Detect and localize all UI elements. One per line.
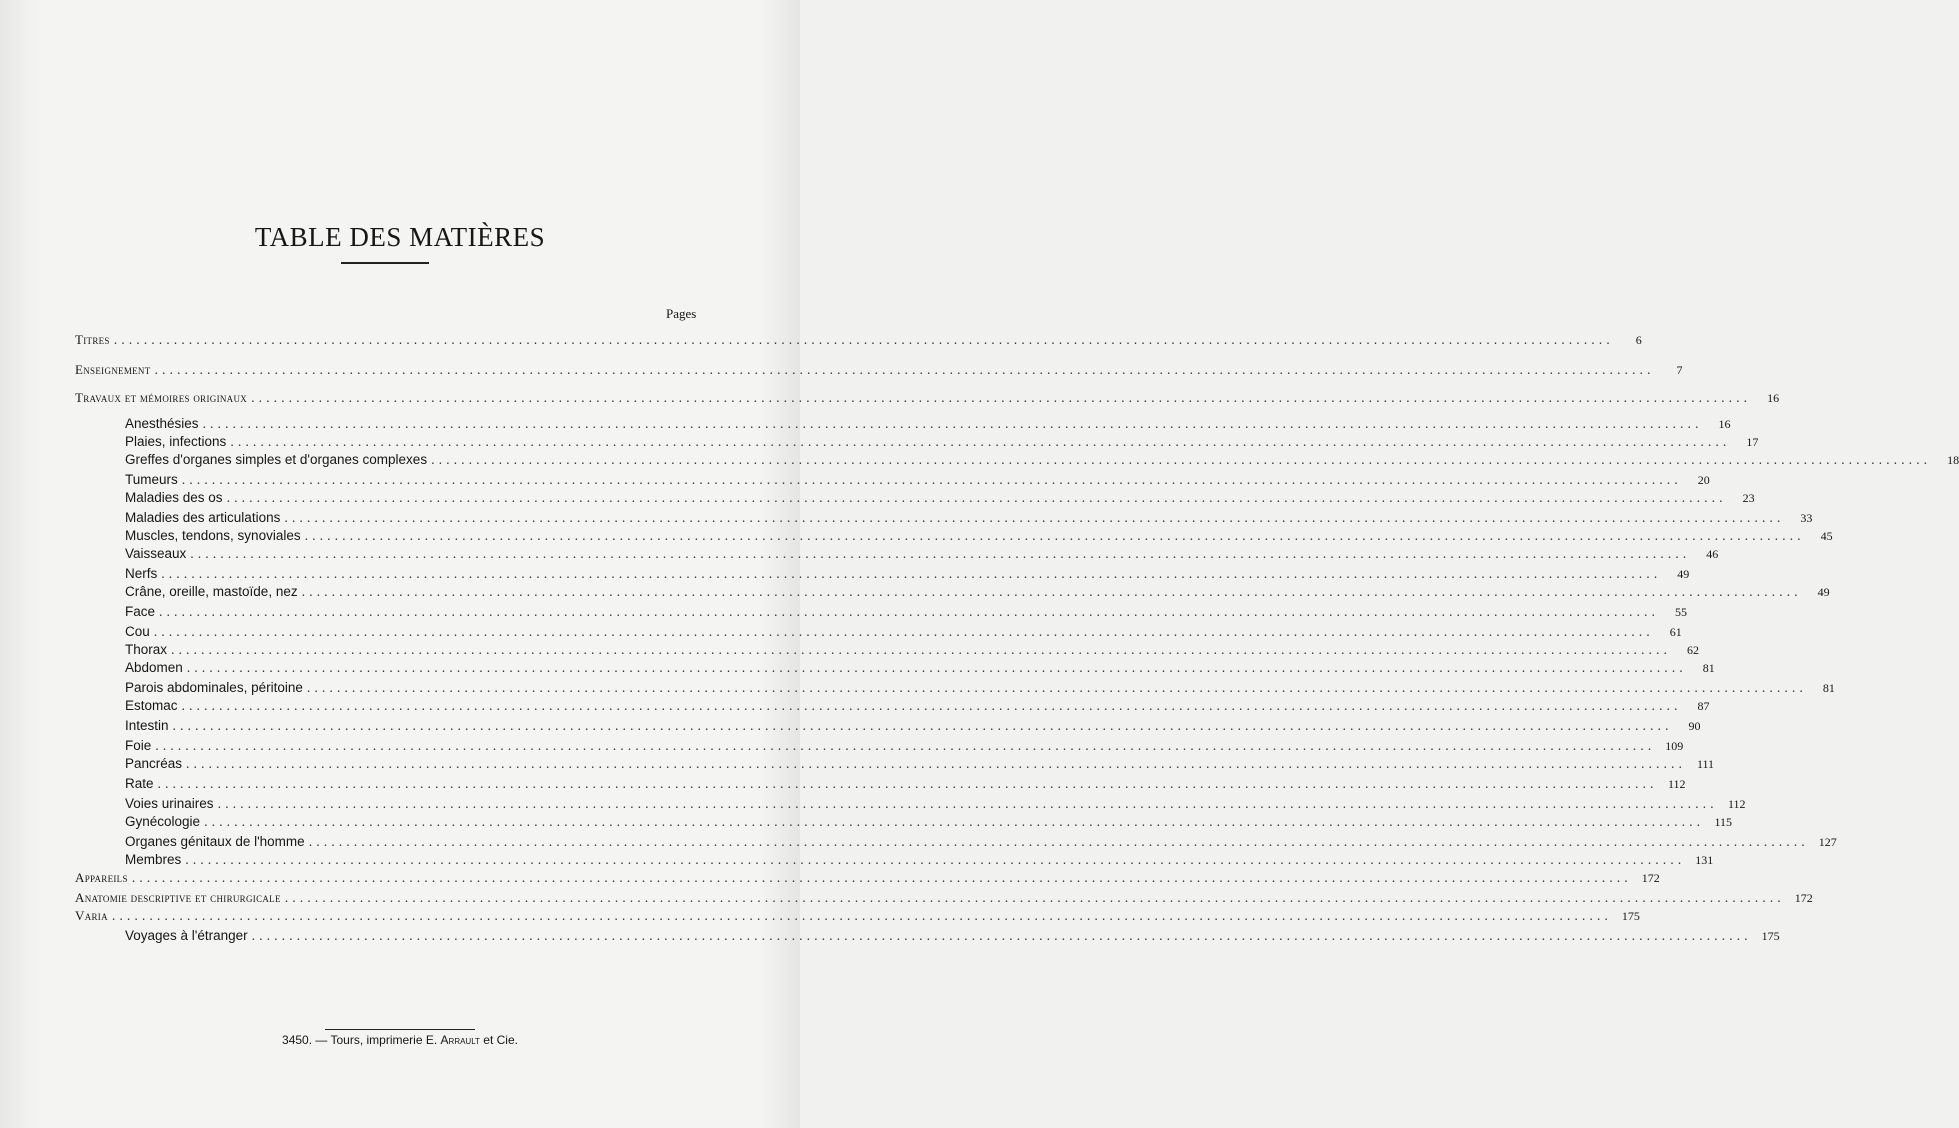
toc-entry-label: Pancréas [125,756,183,771]
toc-entry-page: 18 [1947,453,1959,467]
dot-leader: ........................................................................................................................................................................................................ [284,891,1785,906]
dot-leader: ........................................................................................................................................................................................................ [185,853,1686,868]
dot-leader: ........................................................................................................................................................................................................ [161,567,1662,582]
toc-entry-label: Thorax [125,642,168,657]
toc-entry [75,870,1660,888]
toc-entry-page: 7 [1676,363,1683,377]
toc-entry-page: 172 [1794,891,1813,905]
dot-leader: ........................................................................................................................................................................................................ [251,929,1752,944]
toc-entry-page: 175 [1621,909,1640,923]
dot-leader: ........................................................................................................................................................................................................ [155,739,1656,754]
dot-leader: ........................................................................................................................................................................................................ [217,797,1718,812]
toc-entry-label: Appareils [75,870,128,885]
imprint-suffix: et Cie. [479,1033,518,1047]
dot-leader: ........................................................................................................................................................................................................ [186,661,1687,676]
toc-entry-label: Titres [75,332,110,347]
toc-entry [125,928,1780,946]
toc-entry-page: 46 [1706,547,1719,561]
toc-entry [125,642,1700,660]
toc-entry-label: Gynécologie [125,814,201,829]
toc-entry [75,890,1813,908]
toc-entry-page: 55 [1675,605,1688,619]
toc-entry-label: Vaisseaux [125,546,187,561]
toc-entry [125,776,1686,794]
toc-entry [125,510,1813,528]
dot-leader: ........................................................................................................................................................................................................ [157,777,1658,792]
toc-entry-page: 17 [1746,435,1759,449]
dot-leader: ........................................................................................................................................................................................................ [154,363,1655,378]
dot-leader: ........................................................................................................................................................................................................ [251,391,1752,406]
toc-entry-page: 115 [1714,815,1733,829]
toc-entry [125,852,1714,870]
toc-entry [125,490,1755,508]
imprint-printer: Arrault [440,1033,480,1047]
toc-entry-label: Abdomen [125,660,183,675]
toc-entry-page: 109 [1665,739,1684,753]
toc-entry [125,834,1837,852]
toc-entry [125,796,1746,814]
toc-entry-label: Cou [125,624,150,639]
dot-leader: ........................................................................................................................................................................................................ [181,699,1682,714]
dot-leader: ........................................................................................................................................................................................................ [186,757,1687,772]
toc-entry-page: 20 [1697,473,1710,487]
toc-entry [125,416,1731,434]
toc-entry [125,604,1688,622]
toc-entry-page: 16 [1718,417,1731,431]
toc-entry [125,472,1710,490]
dot-leader: ........................................................................................................................................................................................................ [172,719,1673,734]
title-divider [341,262,429,264]
toc-entry-page: 175 [1761,929,1780,943]
toc-entry [125,756,1715,774]
toc-entry-label: Tumeurs [125,472,178,487]
toc-entry-label: Anatomie descriptive et chirurgicale [75,890,281,905]
toc-entry-page: 61 [1669,625,1682,639]
toc-entry [125,680,1835,698]
toc-entry-label: Travaux et mémoires originaux [75,390,248,405]
toc-entry [75,362,1683,380]
toc-entry-label: Maladies des os [125,490,223,505]
pages-column-heading: Pages [666,306,697,321]
toc-entry [125,546,1719,564]
toc-entry [125,452,1959,470]
toc-entry-label: Voies urinaires [125,796,214,811]
toc-entry-page: 6 [1635,333,1642,347]
toc-entry-page: 112 [1667,777,1686,791]
dot-leader: ........................................................................................................................................................................................................ [113,333,1614,348]
toc-entry-page: 81 [1822,681,1835,695]
dot-leader: ........................................................................................................................................................................................................ [204,815,1705,830]
dot-leader: ........................................................................................................................................................................................................ [181,473,1682,488]
toc-entry [125,584,1830,602]
toc-entry [125,738,1684,756]
dot-leader: ........................................................................................................................................................................................................ [111,909,1612,924]
toc-entry-page: 111 [1696,757,1715,771]
dot-leader: ........................................................................................................................................................................................................ [171,643,1672,658]
toc-entry-page: 45 [1820,529,1833,543]
toc-entry-label: Crâne, oreille, mastoïde, nez [125,584,298,599]
toc-entry-label: Muscles, tendons, synoviales [125,528,301,543]
toc-entry-page: 127 [1818,835,1837,849]
dot-leader: ........................................................................................................................................................................................................ [306,681,1807,696]
footer-divider [325,1029,475,1030]
dot-leader: ........................................................................................................................................................................................................ [308,835,1809,850]
toc-entry-label: Rate [125,776,154,791]
toc-entry-label: Organes génitaux de l'homme [125,834,305,849]
toc-entry-page: 23 [1742,491,1755,505]
dot-leader: ........................................................................................................................................................................................................ [202,417,1703,432]
toc-entry-label: Enseignement [75,362,151,377]
toc-entry-page: 33 [1800,511,1813,525]
dot-leader: ........................................................................................................................................................................................................ [153,625,1654,640]
toc-entry-page: 49 [1677,567,1690,581]
toc-entry-label: Parois abdominales, péritoine [125,680,303,695]
toc-entry-page: 81 [1702,661,1715,675]
toc-entry [125,566,1690,584]
toc-entry-label: Estomac [125,698,178,713]
toc-entry-page: 172 [1641,871,1660,885]
toc-entry [125,528,1833,546]
toc-entry-label: Intestin [125,718,169,733]
toc-entry-label: Plaies, infections [125,434,227,449]
toc-entry [125,624,1682,642]
printer-imprint [0,1033,800,1047]
toc-entry-label: Membres [125,852,182,867]
toc-entry-label: Nerfs [125,566,158,581]
toc-entry [125,814,1733,832]
toc-entry-label: Voyages à l'étranger [125,928,248,943]
dot-leader: ........................................................................................................................................................................................................ [301,585,1802,600]
toc-entry [125,718,1701,736]
toc-entry-page: 16 [1767,391,1780,405]
toc-entry-label: Greffes d'organes simples et d'organes complexes [125,452,428,467]
dot-leader: ........................................................................................................................................................................................................ [304,529,1805,544]
dot-leader: ........................................................................................................................................................................................................ [131,871,1632,886]
dot-leader: ........................................................................................................................................................................................................ [284,511,1785,526]
toc-entry [75,390,1780,408]
toc-entry [75,908,1640,926]
dot-leader: ........................................................................................................................................................................................................ [190,547,1691,562]
toc-entry-label: Face [125,604,156,619]
toc-entry-page: 112 [1728,797,1746,811]
dot-leader: ........................................................................................................................................................................................................ [431,453,1932,468]
toc-entry-label: Foie [125,738,152,753]
toc-entry-page: 62 [1687,643,1700,657]
toc-entry-page: 131 [1695,853,1714,867]
toc-entry-label: Maladies des articulations [125,510,281,525]
toc-entry [125,698,1710,716]
toc-entry-label: Varia [75,908,108,923]
toc-entry [125,660,1715,678]
dot-leader: ........................................................................................................................................................................................................ [230,435,1731,450]
document-title: TABLE DES MATIÈRES [254,222,546,253]
dot-leader: ........................................................................................................................................................................................................ [159,605,1660,620]
toc-entry-label: Anesthésies [125,416,199,431]
dot-leader: ........................................................................................................................................................................................................ [226,491,1727,506]
toc-entry [125,434,1759,452]
toc-entry-page: 49 [1817,585,1830,599]
toc-entry-page: 87 [1697,699,1710,713]
toc-entry [75,332,1642,350]
toc-entry-page: 90 [1688,719,1701,733]
imprint-prefix: 3450. — Tours, imprimerie E. [282,1033,441,1047]
